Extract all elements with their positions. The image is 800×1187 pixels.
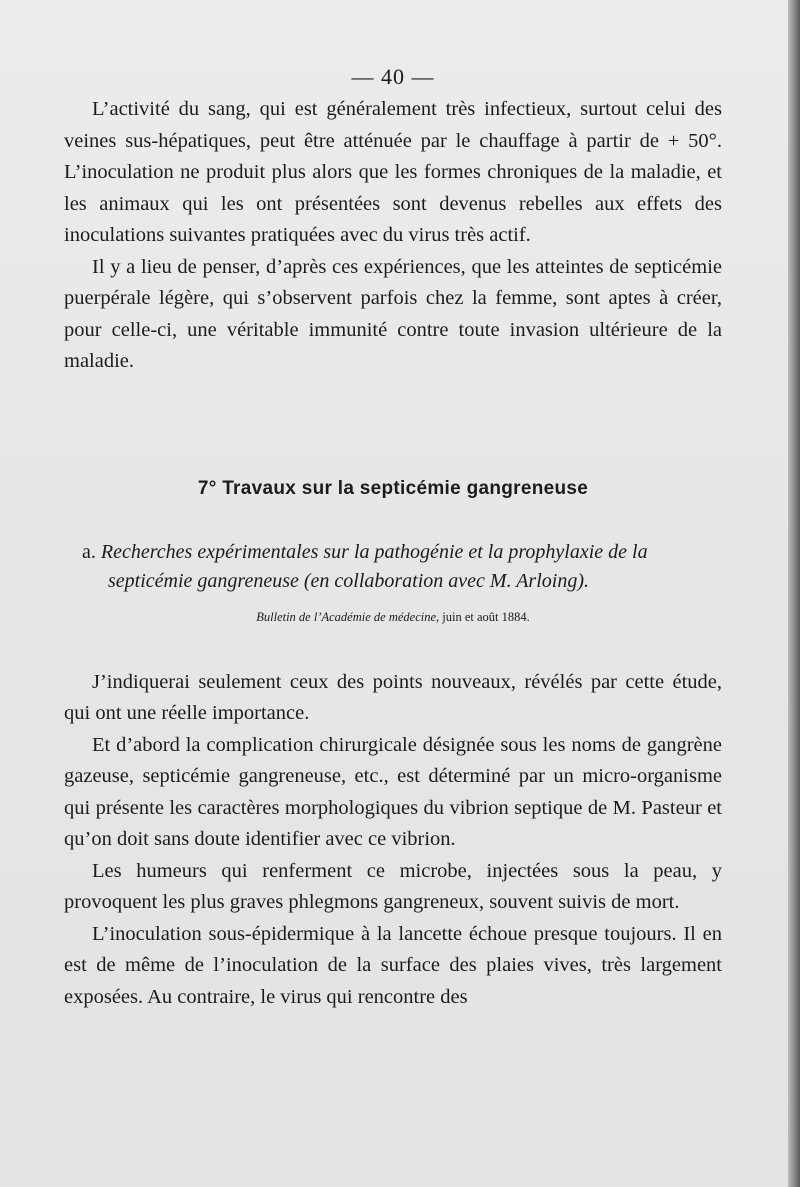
paragraph-humours: Les humeurs qui renferment ce microbe, injectées sous la peau, y provoquent les plus graves phlegmons gangreneux, souvent suivis de mort. xyxy=(64,859,722,913)
reference-letter: a. xyxy=(82,540,96,563)
page-edge-shadow xyxy=(788,0,800,1187)
paragraph-blood-activity: L’activité du sang, qui est généralement très infectieux, surtout celui des veines sus-hépatiques, peut être atténuée par le chauffage à partir de + 50°. L’inoculation ne produit plus alors que les formes chroniques de la maladie, et les animaux qui les ont présentées sont devenus rebelles aux effets des inoculations suivantes pratiquées avec du virus très actif. xyxy=(64,98,722,246)
paragraph-new-points: J’indiquerai seulement ceux des points nouveaux, révélés par cette étude, qui ont une réelle importance. xyxy=(64,670,722,724)
paragraph-gas-gangrene: Et d’abord la complication chirurgicale désignée sous les noms de gangrène gazeuse, septicémie gangreneuse, etc., est déterminé par un micro-organisme qui présente les caractères morphologiques du vibrion septique de M. Pasteur et qu’on doit sans doute identifier avec ce vibrion. xyxy=(64,733,722,850)
reference-source xyxy=(64,610,722,625)
reference-date: juin et août 1884. xyxy=(442,609,530,624)
page-content xyxy=(64,64,722,1013)
section-title: 7° Travaux sur la septicémie gangreneuse xyxy=(197,477,589,499)
paragraph-inoculation: L’inoculation sous-épidermique à la lancette échoue presque toujours. Il en est de même de l’inoculation de la surface des plaies vives, très largement exposées. Au contraire, le virus qui rencontre des xyxy=(64,922,722,1008)
reference-title-text: Recherches expérimentales sur la pathogénie et la prophylaxie de la septicémie gangreneuse (en collaboration avec M. Arloing). xyxy=(100,540,648,592)
page-number: — 40 — xyxy=(351,64,435,89)
reference-journal: Bulletin de l’Académie de médecine, xyxy=(256,609,440,624)
reference-title xyxy=(64,538,722,596)
paragraph-puerperal-immunity: Il y a lieu de penser, d’après ces expériences, que les atteintes de septicémie puerpérale légère, qui s’observent parfois chez la femme, sont aptes à créer, pour celle-ci, une véritable immunité contre toute invasion ultérieure de la maladie. xyxy=(64,255,722,372)
